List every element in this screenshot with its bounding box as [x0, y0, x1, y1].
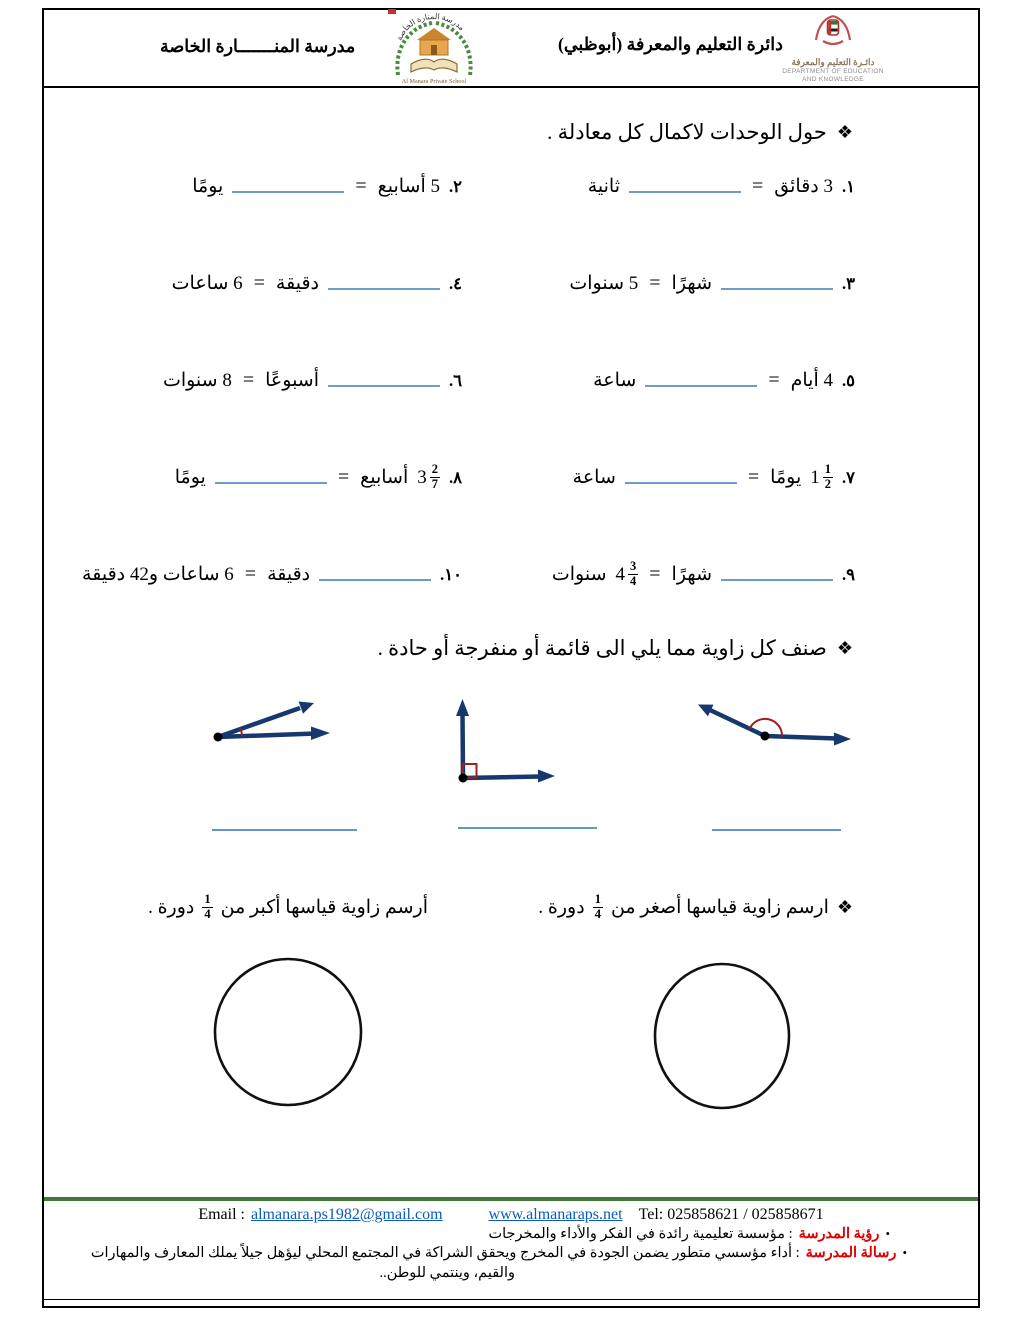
equation-text: شهرًا — [671, 273, 712, 294]
draw-smaller-prompt — [538, 893, 853, 922]
mission-line — [91, 1245, 907, 1262]
arrowhead-icon — [834, 733, 851, 746]
equation-text: 5 سنوات — [569, 273, 639, 294]
equals-sign: = — [649, 563, 661, 585]
equation-text: 6 ساعات — [171, 273, 243, 294]
equation-text: 8 سنوات — [162, 370, 232, 391]
answer-blank — [625, 471, 737, 484]
angle-diagram-acute — [214, 702, 331, 742]
school-logo-english-text: Al Manara Private School — [401, 78, 467, 85]
draw-circle — [215, 959, 361, 1105]
school-logo — [386, 9, 482, 89]
equation-text: يومًا — [770, 467, 802, 488]
equals-sign: = — [747, 466, 760, 488]
problem — [60, 235, 510, 332]
equation-text: 4 أيام — [790, 370, 833, 391]
vertex-dot — [459, 774, 468, 783]
problem-number: ٧. — [842, 467, 855, 487]
problem-number: ٥. — [842, 370, 855, 390]
doe-arabic-text: دائـرة التعليم والمعرفة — [791, 57, 875, 67]
quarter-fraction: $\frac{1}{4}$ — [204, 892, 211, 921]
doe-logo — [774, 11, 892, 84]
school-name: مدرسة المنـــــــارة الخاصة — [160, 36, 356, 56]
mixed-number — [616, 560, 639, 589]
diamond-bullet-icon: ❖ — [836, 122, 853, 142]
problem-number: ٤. — [449, 273, 462, 293]
draw-larger-prompt — [148, 893, 428, 922]
equals-sign: = — [649, 272, 661, 294]
problems-grid — [60, 138, 960, 623]
answer-blank — [215, 471, 327, 484]
contact-line — [42, 1206, 980, 1224]
problem — [510, 235, 960, 332]
problem — [60, 429, 510, 526]
arrowhead-icon — [311, 727, 330, 741]
equation-text: ساعة — [593, 370, 637, 391]
draw-larger-text-before: أرسم زاوية قياسها أكبر من — [220, 896, 428, 918]
bullet-dot-icon: • — [885, 1226, 890, 1241]
email-label: Email : — [198, 1206, 245, 1223]
angle-ray — [710, 710, 765, 736]
bullet-dot-icon: • — [902, 1245, 907, 1260]
vision-label: رؤية المدرسة — [798, 1226, 880, 1242]
equation-text: يومًا — [192, 176, 224, 197]
whole-number: 1 — [810, 466, 820, 488]
draw-smaller-text-before: ارسم زاوية قياسها أصغر من — [610, 896, 829, 918]
equals-sign: = — [355, 175, 367, 197]
website-link[interactable]: www.almanaraps.net — [488, 1206, 623, 1223]
mission-line-2 — [379, 1265, 515, 1282]
answer-blank — [328, 374, 440, 387]
equation-text: شهرًا — [671, 564, 712, 585]
problem — [510, 332, 960, 429]
mission-text: : أداء مؤسسي متطور يضمن الجودة في المخرج ويحقق الشراكة في المجتمع المحلي ليؤهل جيلاً يملك المعارف والمهارات — [90, 1245, 800, 1261]
classify-title-text: صنف كل زاوية مما يلي الى قائمة أو منفرجة أو حادة . — [377, 636, 827, 660]
mixed-number — [810, 463, 833, 492]
doe-english-line2: AND KNOWLEDGE — [802, 76, 864, 84]
fraction-stack — [430, 463, 440, 492]
problem-number: ٨. — [449, 467, 462, 487]
arrowhead-icon — [299, 702, 314, 714]
equation-text: سنوات — [551, 564, 607, 585]
doe-emblem-icon — [810, 11, 856, 51]
header — [42, 8, 980, 88]
equals-sign: = — [253, 272, 265, 294]
answer-blank — [328, 277, 440, 290]
diamond-bullet-icon: ❖ — [836, 896, 853, 917]
answer-blank — [232, 180, 344, 193]
equation-text: 5 أسابيع — [377, 176, 440, 197]
vision-text: : مؤسسة تعليمية رائدة في الفكر والأداء والمخرجات — [488, 1226, 793, 1242]
problem — [510, 429, 960, 526]
convert-title-text: حول الوحدات لاكمال كل معادلة . — [547, 120, 827, 144]
problem-number: ٢. — [449, 176, 462, 196]
whole-number: 3 — [417, 466, 427, 488]
problem-number: ١٠. — [440, 564, 462, 584]
numerator: 3 — [630, 559, 637, 574]
angle-diagram-right — [456, 699, 555, 783]
angles-figure — [42, 683, 980, 848]
denominator: 7 — [431, 477, 438, 491]
fraction-stack — [628, 560, 638, 589]
logo-open-book — [411, 59, 457, 72]
answer-blank — [645, 374, 757, 387]
denominator: 4 — [630, 574, 637, 588]
draw-circles-figure — [42, 955, 980, 1120]
vertex-dot — [761, 732, 770, 741]
numerator: 1 — [824, 462, 831, 477]
equation-text: أسابيع — [360, 467, 409, 488]
numerator: 2 — [431, 462, 438, 477]
mission-text-2: والقيم، وينتمي للوطن.. — [379, 1265, 515, 1281]
equals-sign: = — [337, 466, 350, 488]
equation-text: أسبوعًا — [265, 370, 319, 391]
whole-number: 4 — [615, 563, 626, 585]
problem — [60, 526, 510, 623]
answer-blank — [721, 568, 833, 581]
problem-number: ٦. — [449, 370, 462, 390]
equation-text: 6 ساعات و42 دقيقة — [82, 564, 234, 585]
equals-sign: = — [768, 369, 780, 391]
equals-sign: = — [242, 369, 255, 391]
draw-smaller-text-after: دورة . — [538, 896, 585, 918]
classify-section-title — [378, 636, 853, 661]
equation-text: ساعة — [572, 467, 616, 488]
problem-number: ١. — [842, 176, 855, 196]
logo-roof — [417, 28, 451, 40]
equation-text: يومًا — [174, 467, 206, 488]
mixed-number — [417, 463, 440, 492]
equation-text: دقيقة — [267, 564, 311, 585]
problem — [510, 526, 960, 623]
angle-diagram-obtuse — [698, 705, 851, 746]
fraction-stack — [823, 463, 833, 492]
diamond-bullet-icon: ❖ — [836, 638, 853, 658]
phone-numbers: Tel: 025858621 / 025858671 — [638, 1206, 824, 1223]
answer-blank — [319, 568, 431, 581]
mission-label: رسالة المدرسة — [805, 1245, 897, 1261]
problem — [510, 138, 960, 235]
quarter-fraction: $\frac{1}{4}$ — [594, 892, 601, 921]
doe-english-line1: DEPARTMENT OF EDUCATION — [782, 68, 884, 75]
department-title: دائرة التعليم والمعرفة (أبوظبي) — [558, 34, 783, 54]
equation-text: 3 دقائق — [774, 176, 833, 197]
equals-sign: = — [244, 563, 257, 585]
draw-circle — [655, 964, 789, 1108]
school-logo-arabic-text: مدرسة المنارة الخاصة — [394, 11, 467, 42]
footer-divider — [44, 1197, 978, 1201]
logo-door — [431, 45, 437, 55]
denominator: 2 — [824, 477, 831, 491]
problem-number: ٣. — [842, 273, 855, 293]
equation-text: دقيقة — [275, 273, 319, 294]
vertex-dot — [214, 733, 223, 742]
problem — [60, 332, 510, 429]
angle-ray — [765, 736, 837, 739]
bottom-rule — [44, 1299, 978, 1300]
email-link[interactable]: almanara.ps1982@gmail.com — [250, 1206, 443, 1223]
answer-blank — [721, 277, 833, 290]
problem-number: ٩. — [842, 564, 855, 584]
problem — [60, 138, 510, 235]
arrowhead-icon — [538, 770, 555, 783]
equals-sign: = — [752, 175, 764, 197]
draw-larger-text-after: دورة . — [148, 896, 195, 918]
logo-red-mark — [388, 9, 396, 14]
answer-blank — [629, 180, 741, 193]
arrowhead-icon — [456, 699, 469, 716]
vision-line — [488, 1226, 890, 1243]
equation-text: ثانية — [587, 176, 620, 197]
